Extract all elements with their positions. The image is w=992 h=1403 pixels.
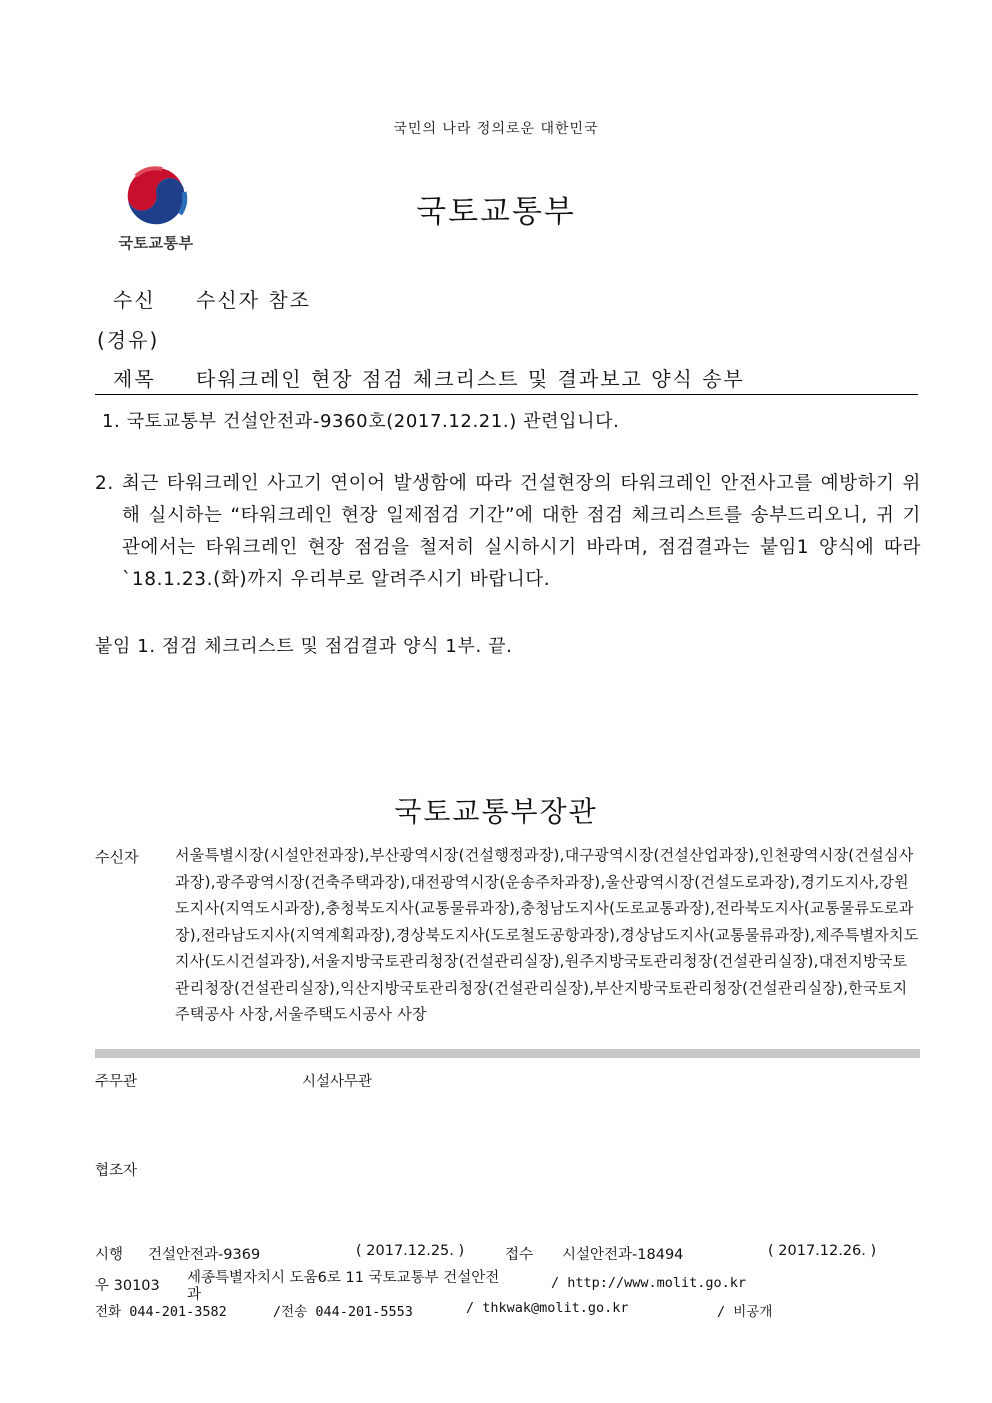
recipient-value: 수신자 참조: [196, 288, 311, 312]
receipt-date: ( 2017.12.26. ): [768, 1243, 877, 1259]
subject-label: 제목: [113, 367, 156, 391]
paragraph-2-text: 최근 타워크레인 사고기 연이어 발생함에 따라 건설현장의 타워크레인 안전사고를 예방하기 위해 실시하는 “타워크레인 현장 일제점검 기간”에 대한 점검 체크리스트를 송부드리오니, 귀 기관에서는 타워크레인 현장 점검을 철저히 실시하시기 바라며, 점검결과는 붙임1 양식에 따라 `18.1.23.(화)까지 우리부로 알려주시기 바랍니다.: [122, 473, 921, 590]
drafter-label: 주무관: [95, 1074, 138, 1090]
subject-divider: [95, 394, 918, 395]
postal-code: 우 30103: [95, 1278, 160, 1294]
disclosure-status: / 비공개: [717, 1304, 773, 1320]
phone-number: 전화 044-201-3582: [95, 1304, 227, 1320]
paragraph-2-number: 2.: [95, 473, 114, 494]
fax-number: /전송 044-201-5553: [273, 1304, 413, 1320]
minister-signature: 국토교통부장관: [394, 795, 598, 828]
attachment-line: 붙임 1. 점검 체크리스트 및 점검결과 양식 1부. 끝.: [95, 636, 513, 657]
website-link[interactable]: / http://www.molit.go.kr: [551, 1275, 747, 1291]
enforce-date: ( 2017.12.25. ): [356, 1243, 465, 1259]
recipients-label: 수신자: [95, 848, 139, 866]
paragraph-1: 1. 국토교통부 건설안전과-9360호(2017.12.21.) 관련입니다.: [102, 411, 620, 432]
cooperator-label: 협조자: [95, 1163, 138, 1179]
drafter-title: 시설사무관: [302, 1074, 373, 1090]
enforce-label: 시행: [95, 1247, 124, 1263]
recipients-list: 서울특별시장(시설안전과장),부산광역시장(건설행정과장),대구광역시장(건설산업과장),인천광역시장(건설심사과장),광주광역시장(건축주택과장),대전광역시장(운송주차과장),울산광역시장(건설도로과장),경기도지사,강원도지사(지역도시과장),충청북도지사(교통물류과장),충청남도지사(도로교통과장),전라북도지사(교통물류도로과장),전라남도지사(지역계획과장),경상북도지사(도로철도공항과장),경상남도지사(교통물류과장),제주특별자치도지사(도시건설과장),서울지방국토관리청장(건설관리실장),원주지방국토관리청장(건설관리실장),대전지방국토관리청장(건설관리실장),익산지방국토관리청장(건설관리실장),부산지방국토관리청장(건설관리실장),한국토지주택공사 사장,서울주택도시공사 사장: [175, 846, 919, 1023]
recipient-label: 수신: [113, 288, 156, 312]
ministry-title: 국토교통부: [416, 194, 576, 230]
enforce-number: 건설안전과-9369: [148, 1247, 261, 1263]
address-line-1: 세종특별자치시 도움6로 11 국토교통부 건설안전: [187, 1270, 500, 1286]
paragraph-2: [95, 468, 921, 596]
via-label: (경유): [97, 328, 160, 352]
slogan: 국민의 나라 정의로운 대한민국: [393, 121, 599, 137]
subject-value: 타워크레인 현장 점검 체크리스트 및 결과보고 양식 송부: [196, 367, 745, 391]
receipt-number: 시설안전과-18494: [562, 1247, 684, 1263]
email-address[interactable]: / thkwak@molit.go.kr: [466, 1300, 629, 1316]
approval-divider: [95, 1049, 920, 1058]
logo-text: 국토교통부: [118, 234, 194, 252]
address-line-2: 과: [187, 1287, 202, 1303]
receipt-label: 접수: [505, 1247, 534, 1263]
